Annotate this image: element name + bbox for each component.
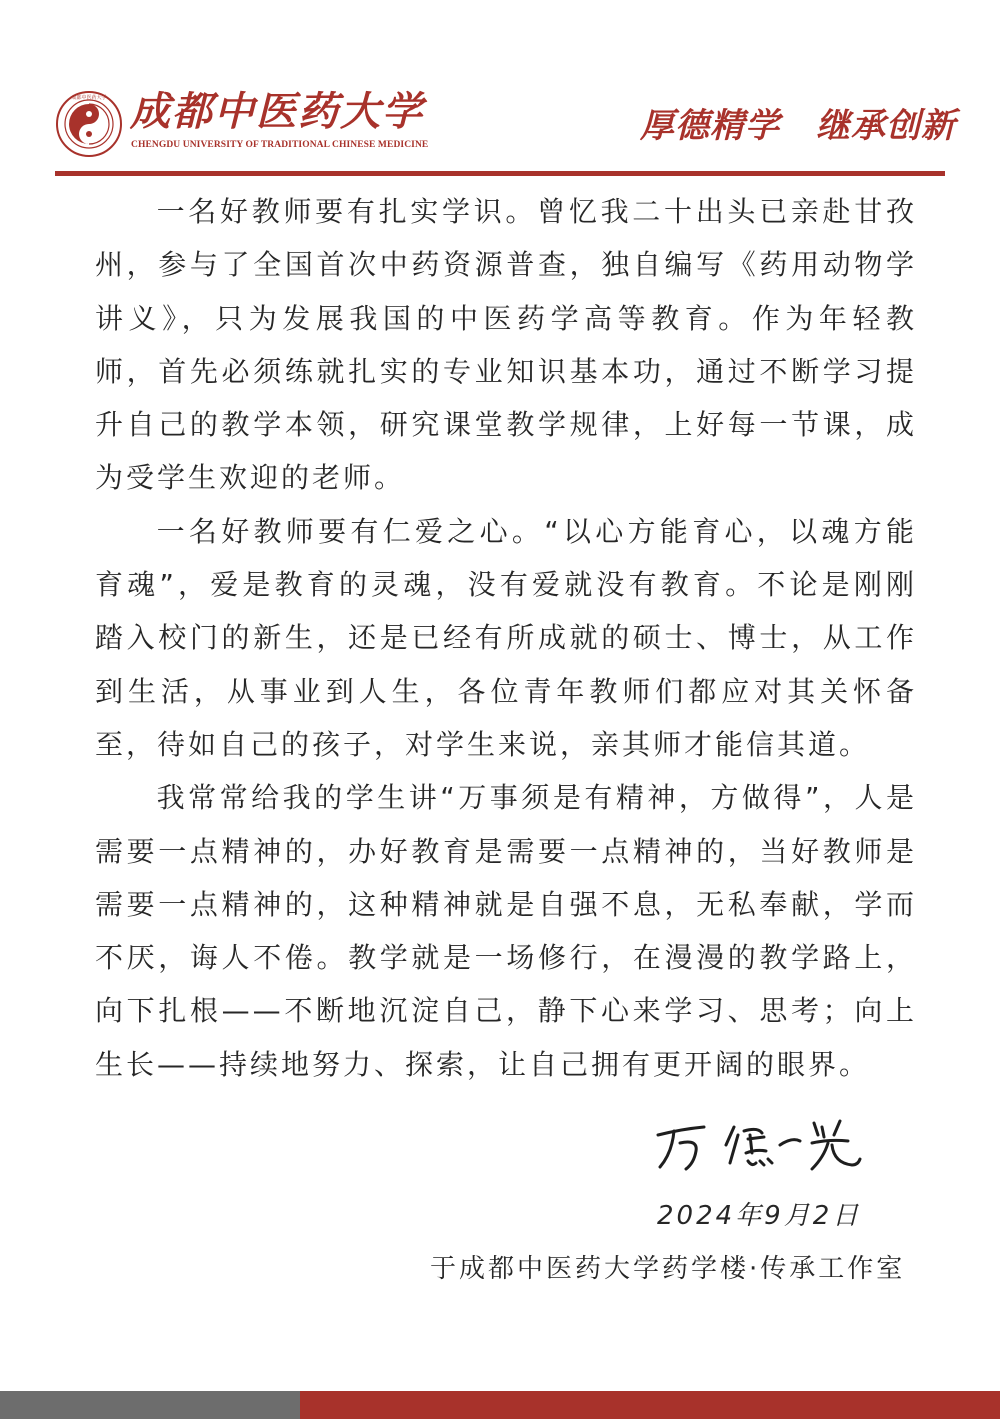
header-divider: [55, 171, 945, 176]
footer-band: [0, 1385, 1000, 1419]
university-name-cn: 成都中医药大学: [130, 88, 424, 135]
letter-date: 2024年9月2日: [657, 1201, 862, 1231]
motto-part-2: 继承创新: [816, 106, 956, 146]
university-name-en: CHENGDU UNIVERSITY OF TRADITIONAL CHINESE MEDICINE: [131, 140, 429, 150]
motto-part-1: 厚德精学: [640, 106, 780, 146]
svg-text:成都中医药大学: 成都中医药大学: [71, 95, 107, 101]
letter-body: [95, 185, 917, 1091]
handwritten-signature: [652, 1105, 872, 1175]
letterhead: [0, 0, 1000, 190]
footer-red-stripe: [300, 1391, 1000, 1419]
paragraph-1: 一名好教师要有扎实学识。曾忆我二十出头已亲赴甘孜州，参与了全国首次中药资源普查，独自编写《药用动物学讲义》，只为发展我国的中医药学高等教育。作为年轻教师，首先必须练就扎实的专业知识基本功，通过不断学习提升自己的教学本领，研究课堂教学规律，上好每一节课，成为受学生欢迎的老师。: [95, 195, 917, 495]
university-motto: [640, 98, 956, 147]
letter-location: 于成都中医药大学药学楼·传承工作室: [430, 1254, 906, 1284]
paragraph-2: 一名好教师要有仁爱之心。“以心方能育心，以魂方能育魂”，爱是教育的灵魂，没有爱就没有教育。不论是刚刚踏入校门的新生，还是已经有所成就的硕士、博士，从工作到生活，从事业到人生，各位青年教师们都应对其关怀备至，待如自己的孩子，对学生来说，亲其师才能信其道。: [95, 514, 917, 761]
taiji-emblem-icon: [55, 90, 123, 158]
paragraph-3: 我常常给我的学生讲“万事须是有精神，方做得”，人是需要一点精神的，办好教育是需要一点精神的，当好教师是需要一点精神的，这种精神就是自强不息，无私奉献，学而不厌，诲人不倦。教学就是一场修行，在漫漫的教学路上，向下扎根——不断地沉淀自己，静下心来学习、思考；向上生长——持续地努力、探索，让自己拥有更开阔的眼界。: [95, 781, 917, 1081]
footer-grey-stripe: [0, 1391, 310, 1419]
